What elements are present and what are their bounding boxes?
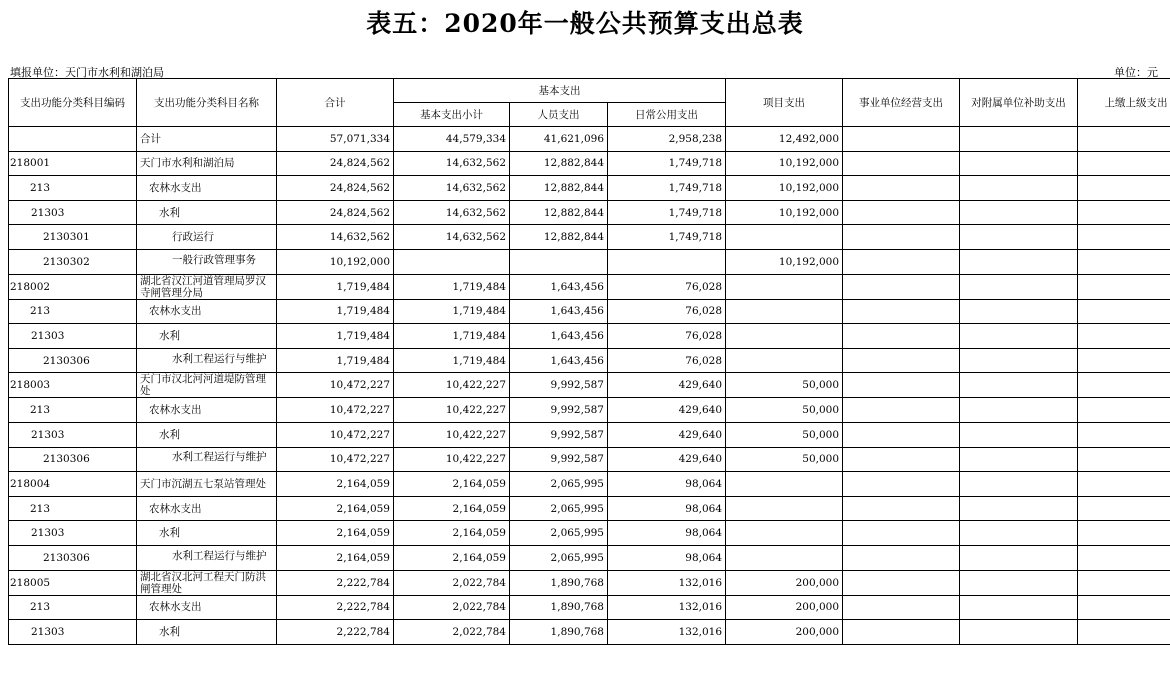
- cell-code: 2130306: [9, 447, 137, 472]
- cell-code: 218005: [9, 570, 137, 595]
- cell-name: [137, 373, 277, 398]
- table-row: [9, 127, 1170, 152]
- cell-code: 218002: [9, 274, 137, 299]
- cell-business: [843, 225, 960, 250]
- cell-code: 213: [9, 398, 137, 423]
- cell-code: 218001: [9, 151, 137, 176]
- cell-total: 2,222,784: [277, 570, 394, 595]
- header-project: 项目支出: [726, 79, 843, 127]
- cell-personnel: [510, 249, 608, 274]
- table-row: [9, 398, 1170, 423]
- cell-name: [137, 595, 277, 620]
- cell-daily: 132,016: [608, 620, 726, 645]
- cell-upper: [1078, 595, 1170, 620]
- cell-name-text: 农林水支出: [149, 305, 202, 318]
- cell-project: 10,192,000: [726, 151, 843, 176]
- cell-business: [843, 299, 960, 324]
- cell-project: 10,192,000: [726, 200, 843, 225]
- cell-basic-sub: 10,422,227: [394, 447, 510, 472]
- cell-basic-sub: 2,164,059: [394, 545, 510, 570]
- cell-upper: [1078, 570, 1170, 595]
- cell-name-text: 农林水支出: [149, 502, 202, 515]
- cell-daily: 1,749,718: [608, 151, 726, 176]
- cell-name: [137, 348, 277, 373]
- cell-personnel: 12,882,844: [510, 200, 608, 225]
- cell-personnel: 2,065,995: [510, 521, 608, 546]
- header-upper: 上缴上级支出: [1078, 79, 1170, 127]
- cell-daily: 1,749,718: [608, 176, 726, 201]
- cell-name-text: 农林水支出: [149, 601, 202, 614]
- table-row: [9, 620, 1170, 645]
- cell-subsidy: [960, 348, 1078, 373]
- cell-code: [9, 127, 137, 152]
- cell-code: 2130306: [9, 348, 137, 373]
- cell-business: [843, 521, 960, 546]
- cell-upper: [1078, 620, 1170, 645]
- table-row: [9, 324, 1170, 349]
- cell-project: 50,000: [726, 373, 843, 398]
- cell-upper: [1078, 348, 1170, 373]
- cell-upper: [1078, 151, 1170, 176]
- table-row: [9, 447, 1170, 472]
- cell-daily: [608, 249, 726, 274]
- cell-name-text: 水利: [159, 329, 180, 342]
- cell-name: [137, 398, 277, 423]
- cell-basic-sub: 2,164,059: [394, 521, 510, 546]
- table-row: [9, 151, 1170, 176]
- cell-total: 10,472,227: [277, 398, 394, 423]
- cell-daily: 98,064: [608, 496, 726, 521]
- header-subsidy: 对附属单位补助支出: [960, 79, 1078, 127]
- cell-business: [843, 151, 960, 176]
- table-row: [9, 545, 1170, 570]
- cell-name: [137, 299, 277, 324]
- cell-subsidy: [960, 496, 1078, 521]
- cell-personnel: 2,065,995: [510, 545, 608, 570]
- cell-name: [137, 620, 277, 645]
- cell-daily: 132,016: [608, 595, 726, 620]
- cell-basic-sub: 10,422,227: [394, 373, 510, 398]
- cell-daily: 429,640: [608, 447, 726, 472]
- cell-daily: 2,958,238: [608, 127, 726, 152]
- cell-upper: [1078, 299, 1170, 324]
- cell-code: 213: [9, 496, 137, 521]
- cell-project: 10,192,000: [726, 249, 843, 274]
- cell-personnel: 9,992,587: [510, 373, 608, 398]
- cell-total: 2,222,784: [277, 595, 394, 620]
- cell-upper: [1078, 521, 1170, 546]
- cell-name-text: 水利工程运行与维护: [172, 549, 267, 562]
- cell-basic-sub: 2,022,784: [394, 595, 510, 620]
- cell-upper: [1078, 398, 1170, 423]
- cell-project: 200,000: [726, 570, 843, 595]
- cell-personnel: 9,992,587: [510, 398, 608, 423]
- cell-name-text: 水利: [159, 428, 180, 441]
- cell-subsidy: [960, 545, 1078, 570]
- table-row: [9, 225, 1170, 250]
- cell-basic-sub: 2,022,784: [394, 620, 510, 645]
- cell-project: 200,000: [726, 595, 843, 620]
- page-title: 表五：2020年一般公共预算支出总表: [366, 9, 804, 38]
- cell-name: [137, 151, 277, 176]
- cell-project: [726, 545, 843, 570]
- cell-subsidy: [960, 324, 1078, 349]
- cell-business: [843, 620, 960, 645]
- cell-name-text: 湖北省汉北河工程天门防洪闸管理处: [140, 570, 266, 595]
- cell-name-text: 水利工程运行与维护: [172, 451, 267, 464]
- cell-name-text: 合计: [140, 132, 161, 145]
- cell-business: [843, 595, 960, 620]
- cell-daily: 429,640: [608, 422, 726, 447]
- cell-daily: 1,749,718: [608, 200, 726, 225]
- header-daily: 日常公用支出: [608, 103, 726, 127]
- table-row: [9, 472, 1170, 497]
- cell-project: [726, 348, 843, 373]
- cell-basic-sub: 1,719,484: [394, 299, 510, 324]
- cell-upper: [1078, 447, 1170, 472]
- cell-daily: 76,028: [608, 324, 726, 349]
- table-row: [9, 373, 1170, 398]
- cell-daily: 76,028: [608, 299, 726, 324]
- cell-business: [843, 200, 960, 225]
- cell-project: [726, 472, 843, 497]
- cell-personnel: 12,882,844: [510, 176, 608, 201]
- cell-project: 50,000: [726, 447, 843, 472]
- cell-project: 50,000: [726, 398, 843, 423]
- cell-name-text: 水利: [159, 625, 180, 638]
- cell-name-text: 行政运行: [172, 231, 214, 244]
- cell-code: 21303: [9, 422, 137, 447]
- cell-business: [843, 348, 960, 373]
- cell-basic-sub: 1,719,484: [394, 324, 510, 349]
- cell-upper: [1078, 472, 1170, 497]
- cell-subsidy: [960, 274, 1078, 299]
- cell-personnel: 2,065,995: [510, 496, 608, 521]
- header-basic: 基本支出: [394, 79, 726, 103]
- table-row: [9, 496, 1170, 521]
- cell-total: 10,192,000: [277, 249, 394, 274]
- cell-personnel: 2,065,995: [510, 472, 608, 497]
- cell-basic-sub: 10,422,227: [394, 398, 510, 423]
- cell-project: 50,000: [726, 422, 843, 447]
- cell-business: [843, 274, 960, 299]
- cell-name-text: 天门市水利和湖泊局: [140, 157, 235, 170]
- cell-project: 12,492,000: [726, 127, 843, 152]
- cell-total: 24,824,562: [277, 176, 394, 201]
- cell-personnel: 1,890,768: [510, 570, 608, 595]
- cell-daily: 98,064: [608, 545, 726, 570]
- cell-name: [137, 249, 277, 274]
- cell-name: [137, 447, 277, 472]
- cell-project: [726, 496, 843, 521]
- cell-subsidy: [960, 472, 1078, 497]
- cell-total: 10,472,227: [277, 373, 394, 398]
- cell-subsidy: [960, 200, 1078, 225]
- cell-code: 21303: [9, 200, 137, 225]
- cell-code: 213: [9, 299, 137, 324]
- cell-upper: [1078, 176, 1170, 201]
- cell-name: [137, 422, 277, 447]
- cell-subsidy: [960, 521, 1078, 546]
- cell-code: 21303: [9, 324, 137, 349]
- cell-subsidy: [960, 447, 1078, 472]
- cell-subsidy: [960, 151, 1078, 176]
- cell-name-text: 天门市沉湖五七泵站管理处: [140, 477, 266, 490]
- cell-subsidy: [960, 422, 1078, 447]
- table-row: [9, 521, 1170, 546]
- cell-daily: 76,028: [608, 348, 726, 373]
- cell-business: [843, 472, 960, 497]
- cell-daily: 132,016: [608, 570, 726, 595]
- cell-name: [137, 324, 277, 349]
- cell-name: [137, 496, 277, 521]
- cell-total: 1,719,484: [277, 274, 394, 299]
- cell-subsidy: [960, 249, 1078, 274]
- currency-unit: 单位：元: [1114, 66, 1158, 79]
- cell-subsidy: [960, 127, 1078, 152]
- cell-personnel: 12,882,844: [510, 225, 608, 250]
- reporting-unit: 填报单位：天门市水利和湖泊局: [10, 66, 164, 79]
- cell-upper: [1078, 225, 1170, 250]
- cell-upper: [1078, 545, 1170, 570]
- cell-upper: [1078, 200, 1170, 225]
- cell-basic-sub: 44,579,334: [394, 127, 510, 152]
- cell-daily: 76,028: [608, 274, 726, 299]
- cell-project: 200,000: [726, 620, 843, 645]
- cell-personnel: 1,643,456: [510, 348, 608, 373]
- cell-total: 57,071,334: [277, 127, 394, 152]
- cell-daily: 429,640: [608, 398, 726, 423]
- cell-basic-sub: 14,632,562: [394, 151, 510, 176]
- header-business: 事业单位经营支出: [843, 79, 960, 127]
- cell-subsidy: [960, 299, 1078, 324]
- table-row: [9, 200, 1170, 225]
- cell-code: 218003: [9, 373, 137, 398]
- cell-basic-sub: 14,632,562: [394, 200, 510, 225]
- cell-total: 2,164,059: [277, 521, 394, 546]
- cell-personnel: 1,643,456: [510, 324, 608, 349]
- cell-daily: 429,640: [608, 373, 726, 398]
- cell-subsidy: [960, 595, 1078, 620]
- cell-basic-sub: 2,164,059: [394, 496, 510, 521]
- cell-total: 10,472,227: [277, 422, 394, 447]
- table-row: [9, 422, 1170, 447]
- cell-name-text: 水利: [159, 206, 180, 219]
- cell-daily: 98,064: [608, 521, 726, 546]
- cell-name-text: 农林水支出: [149, 404, 202, 417]
- cell-total: 2,164,059: [277, 545, 394, 570]
- cell-personnel: 1,890,768: [510, 620, 608, 645]
- cell-personnel: 1,643,456: [510, 299, 608, 324]
- cell-upper: [1078, 127, 1170, 152]
- cell-total: 1,719,484: [277, 324, 394, 349]
- cell-daily: 98,064: [608, 472, 726, 497]
- cell-total: 24,824,562: [277, 200, 394, 225]
- cell-name: [137, 521, 277, 546]
- cell-business: [843, 447, 960, 472]
- cell-total: 2,164,059: [277, 472, 394, 497]
- table-row: [9, 595, 1170, 620]
- cell-name: [137, 570, 277, 595]
- cell-project: 10,192,000: [726, 176, 843, 201]
- cell-code: 21303: [9, 620, 137, 645]
- cell-business: [843, 249, 960, 274]
- cell-subsidy: [960, 570, 1078, 595]
- cell-subsidy: [960, 225, 1078, 250]
- cell-business: [843, 398, 960, 423]
- cell-personnel: 9,992,587: [510, 422, 608, 447]
- cell-basic-sub: 10,422,227: [394, 422, 510, 447]
- cell-name-text: 农林水支出: [149, 181, 202, 194]
- cell-code: 213: [9, 595, 137, 620]
- cell-name-text: 水利: [159, 527, 180, 540]
- cell-business: [843, 127, 960, 152]
- cell-basic-sub: [394, 249, 510, 274]
- cell-subsidy: [960, 620, 1078, 645]
- cell-name: [137, 176, 277, 201]
- cell-basic-sub: 14,632,562: [394, 225, 510, 250]
- table-row: [9, 176, 1170, 201]
- cell-total: 2,164,059: [277, 496, 394, 521]
- table-row: [9, 249, 1170, 274]
- header-name: 支出功能分类科目名称: [137, 79, 277, 127]
- cell-personnel: 1,643,456: [510, 274, 608, 299]
- cell-total: 24,824,562: [277, 151, 394, 176]
- cell-code: 2130302: [9, 249, 137, 274]
- cell-name: [137, 200, 277, 225]
- cell-upper: [1078, 496, 1170, 521]
- cell-business: [843, 373, 960, 398]
- header-total: 合计: [277, 79, 394, 127]
- cell-code: 2130301: [9, 225, 137, 250]
- cell-name-text: 水利工程运行与维护: [172, 352, 267, 365]
- cell-upper: [1078, 324, 1170, 349]
- cell-code: 21303: [9, 521, 137, 546]
- table-row: [9, 299, 1170, 324]
- cell-upper: [1078, 373, 1170, 398]
- table-row: [9, 274, 1170, 299]
- cell-basic-sub: 2,164,059: [394, 472, 510, 497]
- cell-code: 213: [9, 176, 137, 201]
- cell-total: 14,632,562: [277, 225, 394, 250]
- cell-personnel: 41,621,096: [510, 127, 608, 152]
- cell-total: 10,472,227: [277, 447, 394, 472]
- cell-basic-sub: 2,022,784: [394, 570, 510, 595]
- cell-basic-sub: 14,632,562: [394, 176, 510, 201]
- cell-subsidy: [960, 373, 1078, 398]
- cell-business: [843, 570, 960, 595]
- cell-upper: [1078, 422, 1170, 447]
- cell-name-text: 天门市汉北河河道堤防管理处: [140, 373, 266, 398]
- cell-subsidy: [960, 176, 1078, 201]
- cell-project: [726, 225, 843, 250]
- table-row: [9, 348, 1170, 373]
- cell-business: [843, 176, 960, 201]
- cell-upper: [1078, 249, 1170, 274]
- cell-business: [843, 496, 960, 521]
- cell-project: [726, 274, 843, 299]
- cell-personnel: 1,890,768: [510, 595, 608, 620]
- header-code: 支出功能分类科目编码: [9, 79, 137, 127]
- cell-name: [137, 225, 277, 250]
- cell-basic-sub: 1,719,484: [394, 274, 510, 299]
- cell-name: [137, 274, 277, 299]
- table-row: [9, 570, 1170, 595]
- cell-name-text: 湖北省汉江河道管理局罗汉寺闸管理分局: [140, 274, 266, 299]
- cell-subsidy: [960, 398, 1078, 423]
- cell-daily: 1,749,718: [608, 225, 726, 250]
- cell-project: [726, 324, 843, 349]
- cell-project: [726, 299, 843, 324]
- cell-name: [137, 545, 277, 570]
- header-personnel: 人员支出: [510, 103, 608, 127]
- cell-business: [843, 422, 960, 447]
- cell-name: [137, 127, 277, 152]
- cell-name-text: 一般行政管理事务: [172, 253, 256, 266]
- cell-total: 1,719,484: [277, 299, 394, 324]
- cell-total: 2,222,784: [277, 620, 394, 645]
- cell-upper: [1078, 274, 1170, 299]
- cell-personnel: 12,882,844: [510, 151, 608, 176]
- cell-personnel: 9,992,587: [510, 447, 608, 472]
- cell-business: [843, 324, 960, 349]
- cell-total: 1,719,484: [277, 348, 394, 373]
- cell-basic-sub: 1,719,484: [394, 348, 510, 373]
- expenditure-table: [8, 78, 1170, 645]
- cell-business: [843, 545, 960, 570]
- cell-code: 218004: [9, 472, 137, 497]
- header-basic-sub: 基本支出小计: [394, 103, 510, 127]
- cell-code: 2130306: [9, 545, 137, 570]
- cell-name: [137, 472, 277, 497]
- cell-project: [726, 521, 843, 546]
